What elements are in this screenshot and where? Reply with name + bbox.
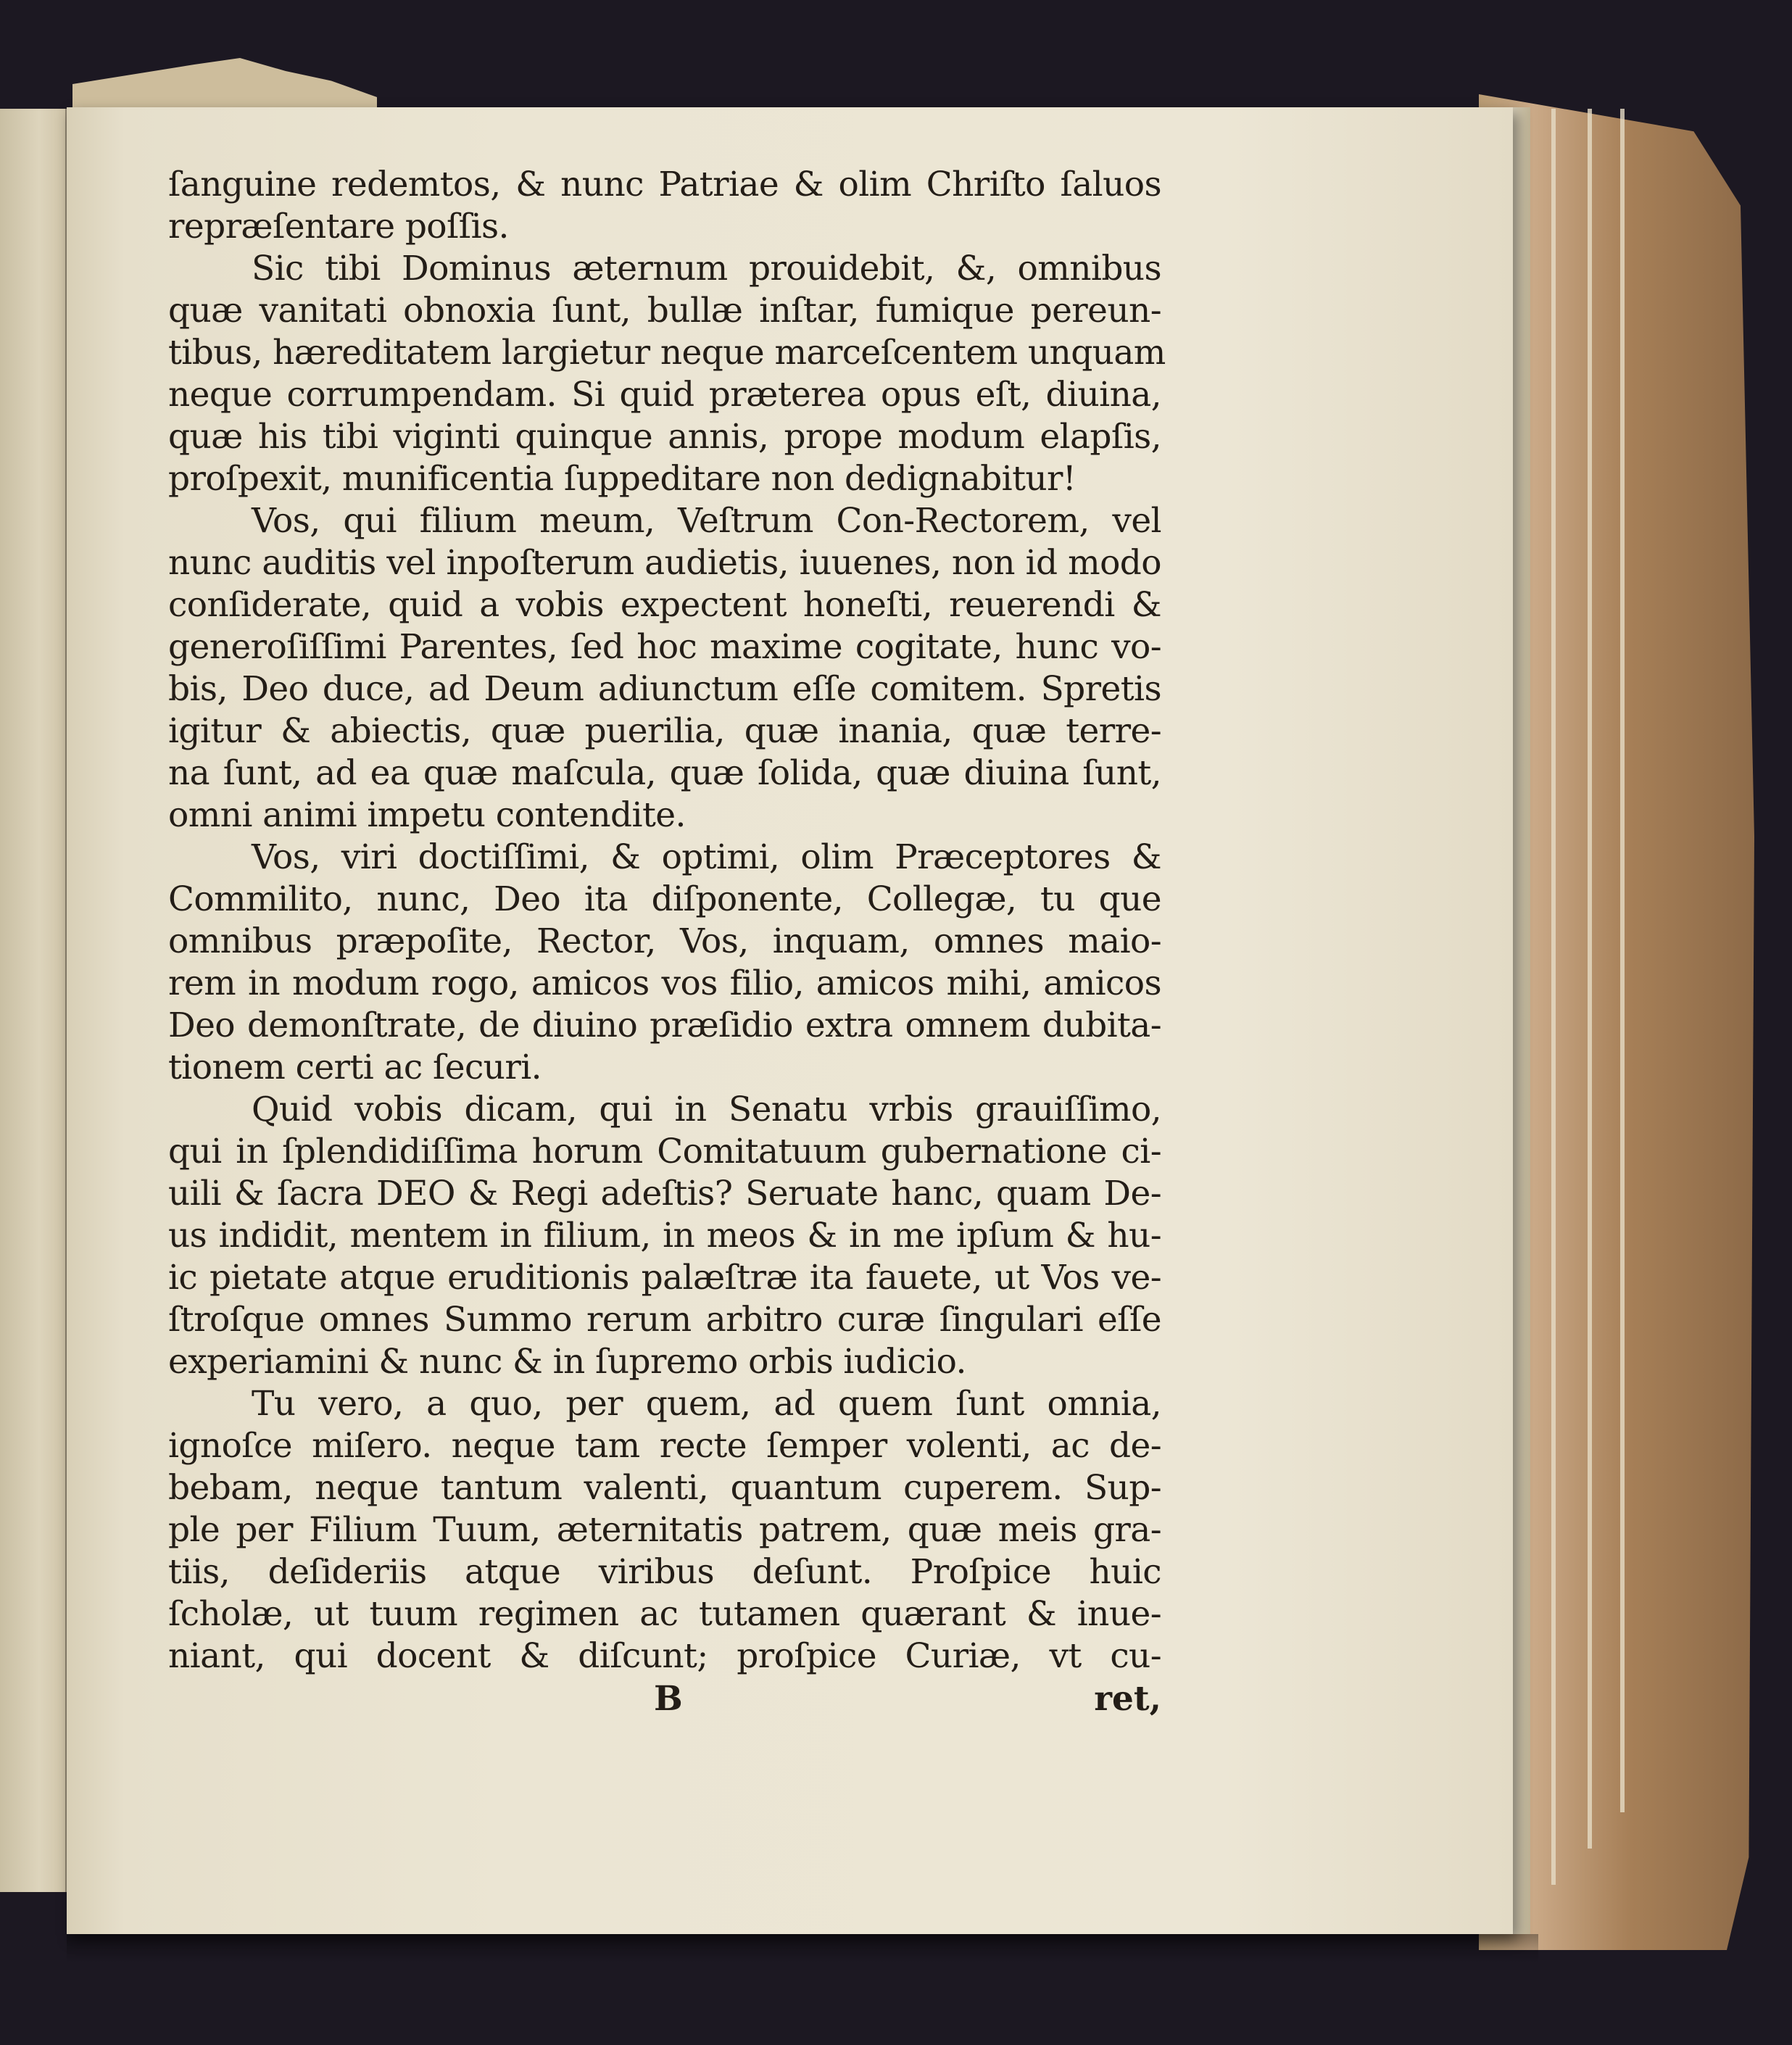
text-line: generoſiſſimi Parentes, ſed hoc maxime cogitate, hunc vo- xyxy=(168,627,1161,667)
text-line: ic pietate atque eruditionis palæſtræ ita fauete, ut Vos ve- xyxy=(168,1258,1161,1298)
leaf-edge xyxy=(1551,109,1556,1885)
text-line: Tu vero, a quo, per quem, ad quem ſunt omnia, xyxy=(252,1384,1161,1424)
text-line: bis, Deo duce, ad Deum adiunctum eſſe comitem. Spretis xyxy=(168,669,1161,709)
text-line: repræſentare poſſis. xyxy=(168,207,509,246)
text-line: experiamini & nunc & in ſupremo orbis iudicio. xyxy=(168,1342,966,1382)
page-shadow xyxy=(67,1934,1538,1963)
text-line: omnibus præpoſite, Rector, Vos, inquam, omnes maio- xyxy=(168,921,1161,961)
page-fore-edge xyxy=(1513,107,1530,1934)
text-line: na ſunt, ad ea quæ maſcula, quæ ſolida, quæ diuina ſunt, xyxy=(168,753,1161,793)
leaf-edge xyxy=(1588,109,1592,1849)
text-line: igitur & abiectis, quæ puerilia, quæ inania, quæ terre- xyxy=(168,711,1161,751)
signature-mark: B xyxy=(654,1679,683,1719)
text-line: uili & ſacra DEO & Regi adeſtis? Seruate hanc, quam De- xyxy=(168,1174,1161,1214)
page-text-block xyxy=(168,164,1166,1721)
text-line: omni animi impetu contendite. xyxy=(168,795,686,835)
leaf-edge xyxy=(1620,109,1625,1812)
text-line: ignoſce miſero. neque tam recte ſemper volenti, ac de- xyxy=(168,1426,1161,1466)
text-line: tionem certi ac ſecuri. xyxy=(168,1048,542,1087)
text-line: us indidit, mentem in filium, in meos & in me ipſum & hu- xyxy=(168,1216,1161,1256)
text-line: conſiderate, quid a vobis expectent honeſti, reuerendi & xyxy=(168,585,1161,625)
text-line: ſtroſque omnes Summo rerum arbitro curæ ſingulari eſſe xyxy=(168,1300,1161,1340)
text-line: tibus, hæreditatem largietur neque marceſcentem unquam xyxy=(168,333,1166,373)
text-line: Sic tibi Dominus æternum prouidebit, &, omnibus xyxy=(252,249,1161,289)
verso-page-edge xyxy=(0,109,67,1892)
text-line: quæ vanitati obnoxia ſunt, bullæ inſtar, fumique pereun- xyxy=(168,291,1161,331)
text-line: ſcholæ, ut tuum regimen ac tutamen quærant & inue- xyxy=(168,1594,1161,1634)
text-line: proſpexit, munificentia ſuppeditare non dedignabitur! xyxy=(168,459,1077,499)
text-line: neque corrumpendam. Si quid præterea opus eſt, diuina, xyxy=(168,375,1161,415)
text-line: tiis, deſideriis atque viribus deſunt. Proſpice huic xyxy=(168,1552,1161,1592)
page-footer xyxy=(168,1677,1161,1721)
text-line: Quid vobis dicam, qui in Senatu vrbis grauiſſimo, xyxy=(252,1090,1161,1129)
text-line: Deo demonſtrate, de diuino præſidio extra omnem dubita- xyxy=(168,1005,1161,1045)
text-line: Commilito, nunc, Deo ita diſponente, Collegæ, tu que xyxy=(168,879,1161,919)
text-line: ple per Filium Tuum, æternitatis patrem, quæ meis gra- xyxy=(168,1510,1161,1550)
text-line: niant, qui docent & diſcunt; proſpice Curiæ, vt cu- xyxy=(168,1636,1161,1676)
catchword: ret, xyxy=(1094,1679,1161,1719)
text-line: bebam, neque tantum valenti, quantum cuperem. Sup- xyxy=(168,1468,1161,1508)
text-line: ſanguine redemtos, & nunc Patriae & olim Chriſto ſaluos xyxy=(168,165,1161,204)
text-line: quæ his tibi viginti quinque annis, prope modum elapſis, xyxy=(168,417,1161,457)
text-line: nunc auditis vel inpoſterum audietis, iuuenes, non id modo xyxy=(168,543,1161,583)
text-line: rem in modum rogo, amicos vos filio, amicos mihi, amicos xyxy=(168,963,1161,1003)
text-line: Vos, qui filium meum, Veſtrum Con-Rectorem, vel xyxy=(252,501,1161,541)
text-line: qui in ſplendidiſſima horum Comitatuum gubernatione ci- xyxy=(168,1132,1161,1171)
text-line: Vos, viri doctiſſimi, & optimi, olim Præceptores & xyxy=(252,837,1161,877)
